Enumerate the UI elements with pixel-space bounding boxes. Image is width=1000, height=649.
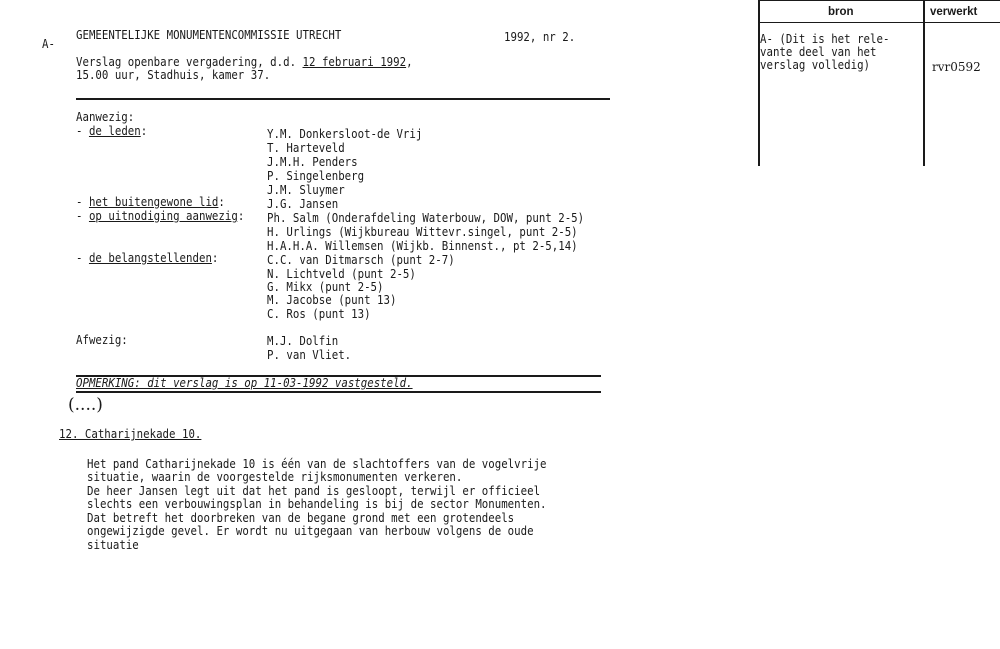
header-divider: [76, 98, 610, 100]
present-heading: Aanwezig:: [76, 109, 135, 124]
bron-note-line: A- (Dit is het rele-: [760, 31, 890, 46]
remark: OPMERKING: dit verslag is op 11-03-1992 vastgesteld.: [76, 375, 413, 390]
attendee-name: J.G. Jansen: [267, 196, 339, 211]
section-line: Dat betreft het doorbreken van de begane grond met een grotendeels: [87, 510, 515, 525]
margin-mark: A-: [42, 36, 55, 51]
section-line: De heer Jansen legt uit dat het pand is gesloopt, terwijl er officieel: [87, 483, 541, 498]
column-header-verwerkt: verwerkt: [930, 6, 978, 18]
bron-note-line: verslag volledig): [760, 57, 871, 72]
meeting-date-suffix: ,: [406, 54, 413, 69]
verwerkt-value: rvr0592: [932, 60, 981, 74]
attendee-name: J.M. Sluymer: [267, 182, 345, 197]
attendee-name: C. Ros (punt 13): [267, 306, 371, 321]
section-line: ongewijzigde gevel. Er wordt nu uitgegaan van herbouw volgens de oude: [87, 523, 534, 538]
section-title: 12. Catharijnekade 10.: [59, 426, 202, 441]
meeting-type: Verslag openbare vergadering, d.d.: [76, 54, 303, 69]
absent-name: M.J. Dolfin: [267, 333, 339, 348]
attendee-name: H.A.H.A. Willemsen (Wijkb. Binnenst., pt 2-5,14): [267, 238, 578, 253]
attendee-name: G. Mikx (punt 2-5): [267, 279, 384, 294]
section-line: situatie: [87, 537, 139, 552]
attendee-name: J.M.H. Penders: [267, 154, 358, 169]
document-reference: 1992, nr 2.: [504, 29, 576, 44]
attendee-name: N. Lichtveld (punt 2-5): [267, 266, 416, 281]
meeting-date: 12 februari 1992: [302, 54, 407, 69]
absent-heading: Afwezig:: [76, 332, 128, 347]
section-line: situatie, waarin de voorgestelde rijksmonumenten verkeren.: [87, 469, 463, 484]
group-label-members: - de leden:: [76, 123, 148, 138]
meeting-line-2: 15.00 uur, Stadhuis, kamer 37.: [76, 67, 271, 82]
table-left-border: [758, 0, 760, 166]
attendee-name: T. Harteveld: [267, 140, 345, 155]
attendee-name: Ph. Salm (Onderafdeling Waterbouw, DOW, punt 2-5): [267, 210, 585, 225]
attendee-name: H. Urlings (Wijkbureau Wittevr.singel, punt 2-5): [267, 224, 578, 239]
attendee-name: C.C. van Ditmarsch (punt 2-7): [267, 252, 455, 267]
group-label-invited: - op uitnodiging aanwezig:: [76, 208, 245, 223]
table-header-rule: [758, 22, 1000, 23]
bron-note-line: vante deel van het: [760, 44, 877, 59]
remark-bottom-rule: [76, 391, 601, 393]
group-label-interested: - de belangstellenden:: [76, 250, 219, 265]
section-line: Het pand Catharijnekade 10 is één van de slachtoffers van de vogelvrije: [87, 456, 547, 471]
column-header-bron: bron: [828, 6, 854, 18]
group-label-extraordinary-member: - het buitengewone lid:: [76, 194, 225, 209]
attendee-name: Y.M. Donkersloot-de Vrij: [267, 126, 423, 141]
table-column-divider: [923, 0, 925, 166]
section-line: slechts een verbouwingsplan in behandeling is bij de sector Monumenten.: [87, 496, 547, 511]
table-top-border: [758, 0, 1000, 1]
attendee-name: M. Jacobse (punt 13): [267, 292, 397, 307]
omission-ellipsis: (....): [68, 395, 103, 415]
organisation-name: GEMEENTELIJKE MONUMENTENCOMMISSIE UTRECHT: [76, 27, 342, 42]
absent-name: P. van Vliet.: [267, 347, 352, 362]
attendee-name: P. Singelenberg: [267, 168, 365, 183]
